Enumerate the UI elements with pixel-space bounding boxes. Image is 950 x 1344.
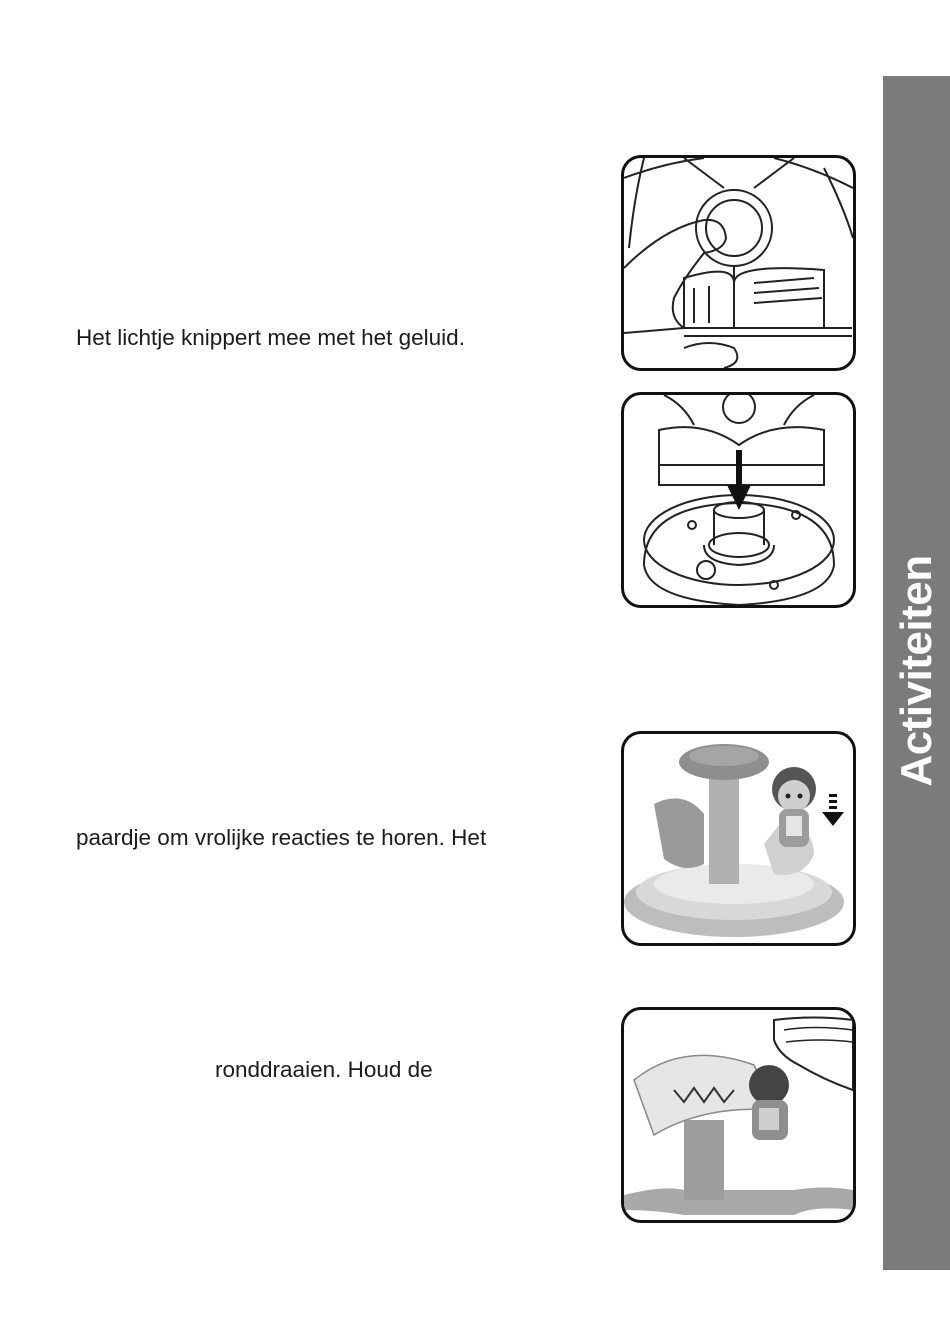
arrow-attach-base-illustration <box>621 392 856 608</box>
body-text-line-3: ronddraaien. Houd de <box>215 1057 433 1082</box>
finger-pressing-button-illustration <box>621 155 856 371</box>
body-text-line-1: Het lichtje knippert mee met het geluid. <box>76 325 465 350</box>
sidebar-tab-label: Activiteiten <box>892 555 941 787</box>
hand-spinning-slide-illustration <box>621 1007 856 1223</box>
figure-on-carousel-illustration <box>621 731 856 946</box>
body-text-line-2: paardje om vrolijke reacties te horen. Het <box>76 825 487 850</box>
